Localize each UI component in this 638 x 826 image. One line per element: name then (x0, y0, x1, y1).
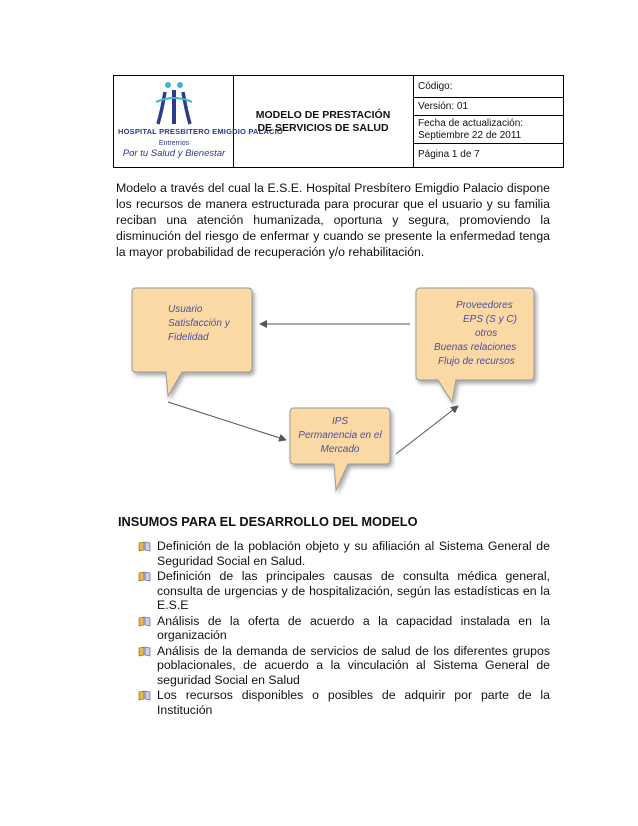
list-item-text: Definición de la población objeto y su afiliación al Sistema General de Seguridad Social en Salud. (157, 539, 550, 568)
usuario-line-1: Usuario (168, 304, 203, 315)
codigo-field: Código: (414, 76, 563, 98)
intro-paragraph: Modelo a través del cual la E.S.E. Hospital Presbítero Emigdio Palacio dispone los recursos de manera estructurada para procurar que el usuario y su familia reciban una atención humanizada, oportuna y segura, promoviendo la disminución del riesgo de enfermar y cuando se presente la enfermedad tenga la mayor probabilidad de recuperación y/o rehabilitación. (116, 181, 550, 259)
fecha-label: Fecha de actualización: (418, 118, 524, 129)
proveedores-line-1: Proveedores (456, 300, 513, 311)
document-header-table (113, 75, 564, 168)
hospital-emblem-icon (118, 80, 230, 128)
logo-slogan: Por tu Salud y Bienestar (122, 148, 226, 159)
ips-line-3: Mercado (320, 444, 360, 455)
list-item-text: Análisis de la demanda de servicios de salud de los diferentes grupos poblacionales, de acuerdo a la vinculación al Sistema General de seguridad Social en Salud (157, 643, 550, 687)
fecha-field (414, 116, 563, 144)
document-title: MODELO DE PRESTACIÓN DE SERVICIOS DE SALUD (255, 108, 391, 134)
pagina-field: Página 1 de 7 (418, 149, 480, 160)
insumos-list (138, 539, 550, 718)
list-item (138, 569, 550, 613)
list-item-text: Análisis de la oferta de acuerdo a la capacidad instalada en la organización (157, 613, 550, 642)
book-bullet-icon (138, 616, 151, 627)
document-title-cell (233, 76, 414, 167)
usuario-line-3: Fidelidad (168, 332, 209, 343)
usuario-line-2: Satisfacción y (168, 318, 230, 329)
logo-cell (114, 76, 283, 167)
fecha-value: Septiembre 22 de 2011 (418, 130, 522, 141)
section-title: INSUMOS PARA EL DESARROLLO DEL MODELO (118, 514, 418, 529)
logo-city: Entrerrios (158, 140, 190, 147)
list-item-text: Definición de las principales causas de consulta médica general, consulta de urgencias y de hospitalización, según las estadísticas en la E.S.E (157, 569, 550, 612)
proveedores-line-3: otros (475, 328, 498, 339)
metadata-cell (414, 76, 563, 167)
proveedores-line-2: EPS (S y C) (463, 314, 517, 325)
service-model-diagram (116, 278, 548, 510)
book-bullet-icon (138, 541, 151, 552)
version-field: Versión: 01 (414, 98, 563, 116)
proveedores-line-5: Flujo de recursos (438, 356, 515, 367)
list-item-text: Los recursos disponibles o posibles de adquirir por parte de la Institución (157, 688, 550, 717)
arrow-ips-to-proveedores (396, 406, 458, 454)
ips-line-1: IPS (331, 416, 349, 427)
proveedores-line-4: Buenas relaciones (434, 342, 517, 353)
book-bullet-icon (138, 646, 151, 657)
list-item (138, 644, 550, 688)
ips-line-2: Permanencia en el (298, 430, 382, 441)
list-item (138, 539, 550, 568)
logo-hospital-name: HOSPITAL PRESBITERO EMIGDIO PALACIO (118, 127, 283, 136)
arrow-usuario-to-ips (168, 402, 286, 440)
list-item (138, 614, 550, 643)
book-bullet-icon (138, 571, 151, 582)
book-bullet-icon (138, 690, 151, 701)
list-item (138, 688, 550, 717)
hospital-logo (118, 80, 283, 164)
